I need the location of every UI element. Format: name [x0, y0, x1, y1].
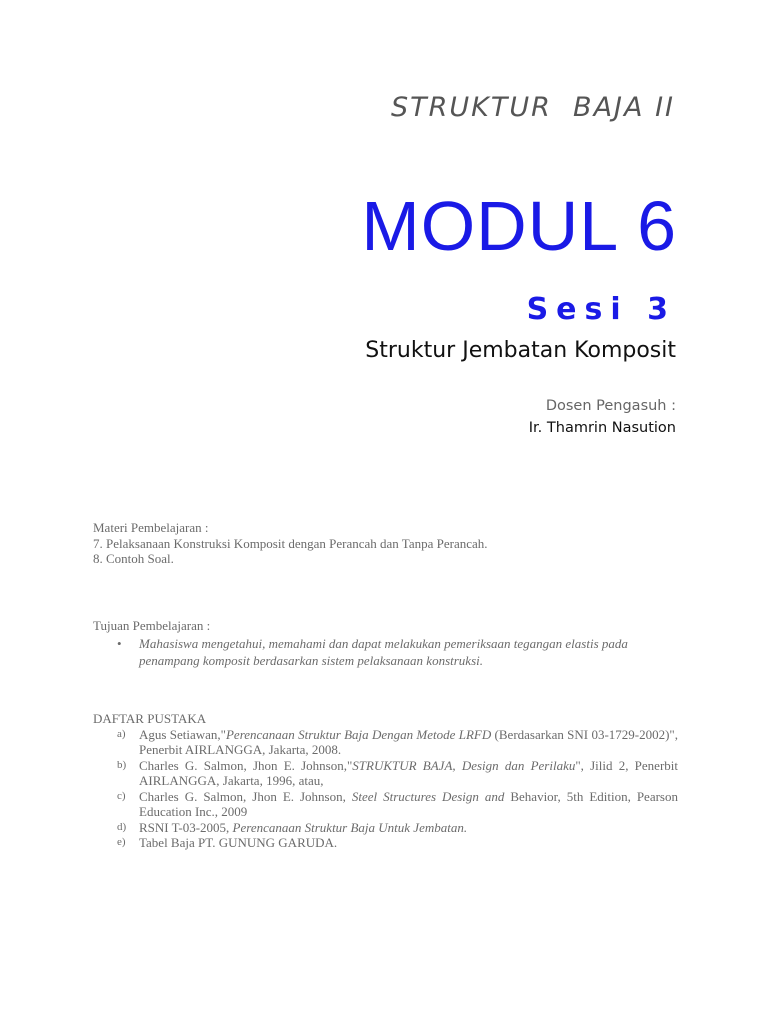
reference-item — [93, 789, 678, 820]
bibliography-heading: DAFTAR PUSTAKA — [93, 711, 207, 726]
lecturer-name: Ir. Thamrin Nasution — [528, 420, 676, 436]
reference-text: Tabel Baja PT. GUNUNG GARUDA. — [139, 835, 338, 850]
reference-text: Charles G. Salmon, Jhon E. Johnson," — [139, 757, 353, 773]
reference-title: Steel Structures Design and — [351, 788, 505, 804]
reference-item — [93, 835, 678, 851]
reference-item — [93, 820, 678, 836]
reference-item — [93, 758, 678, 789]
lecturer-label: Dosen Pengasuh : — [545, 398, 676, 414]
bullet-icon: • — [117, 635, 122, 651]
learning-objectives-section — [93, 618, 678, 669]
reference-item — [93, 727, 678, 758]
reference-text: Charles G. Salmon, Jhon E. Johnson, — [139, 788, 352, 804]
bibliography-section — [93, 711, 678, 851]
reference-title: Perencanaan Struktur Baja Dengan Metode LRFD — [225, 726, 492, 742]
learning-materials-heading: Materi Pembelajaran : — [93, 520, 209, 535]
reference-text: Agus Setiawan," — [139, 726, 226, 742]
learning-objectives-heading: Tujuan Pembelajaran : — [93, 618, 211, 633]
session-title: Sesi 3 — [526, 292, 676, 327]
reference-text: (Berdasarkan SNI 03-1729-2002)", Penerbit AIRLANGGA, Jakarta, 2008. — [139, 726, 678, 757]
module-title: MODUL 6 — [361, 187, 677, 265]
reference-marker: c) — [117, 789, 126, 802]
reference-title: Perencanaan Struktur Baja Untuk Jembatan. — [232, 819, 468, 835]
reference-marker: d) — [117, 820, 127, 833]
reference-text: ", Jilid 2, Penerbit AIRLANGGA, Jakarta, 1996, atau, — [139, 757, 679, 788]
reference-marker: b) — [117, 758, 127, 771]
reference-text: RSNI T-03-2005, — [139, 819, 233, 835]
reference-marker: e) — [117, 836, 126, 848]
learning-material-item: 8. Contoh Soal. — [93, 551, 174, 566]
reference-title: STRUKTUR BAJA, Design dan Perilaku — [352, 757, 576, 773]
reference-text: Behavior, 5th Edition, Pearson Education Inc., 2009 — [139, 788, 678, 819]
learning-materials-section — [93, 520, 678, 567]
learning-objective-text: Mahasiswa mengetahui, memahami dan dapat melakukan pemeriksaan tegangan elastis pada penampang komposit berdasarkan sistem pelaksanaan konstruksi. — [139, 635, 628, 668]
course-title: STRUKTUR BAJA II — [391, 92, 675, 123]
learning-material-item: 7. Pelaksanaan Konstruksi Komposit dengan Perancah dan Tanpa Perancah. — [93, 535, 488, 551]
reference-marker: a) — [117, 727, 126, 740]
learning-objective-item — [93, 635, 678, 669]
learning-objectives-list — [93, 635, 678, 669]
topic-title: Struktur Jembatan Komposit — [365, 338, 676, 363]
